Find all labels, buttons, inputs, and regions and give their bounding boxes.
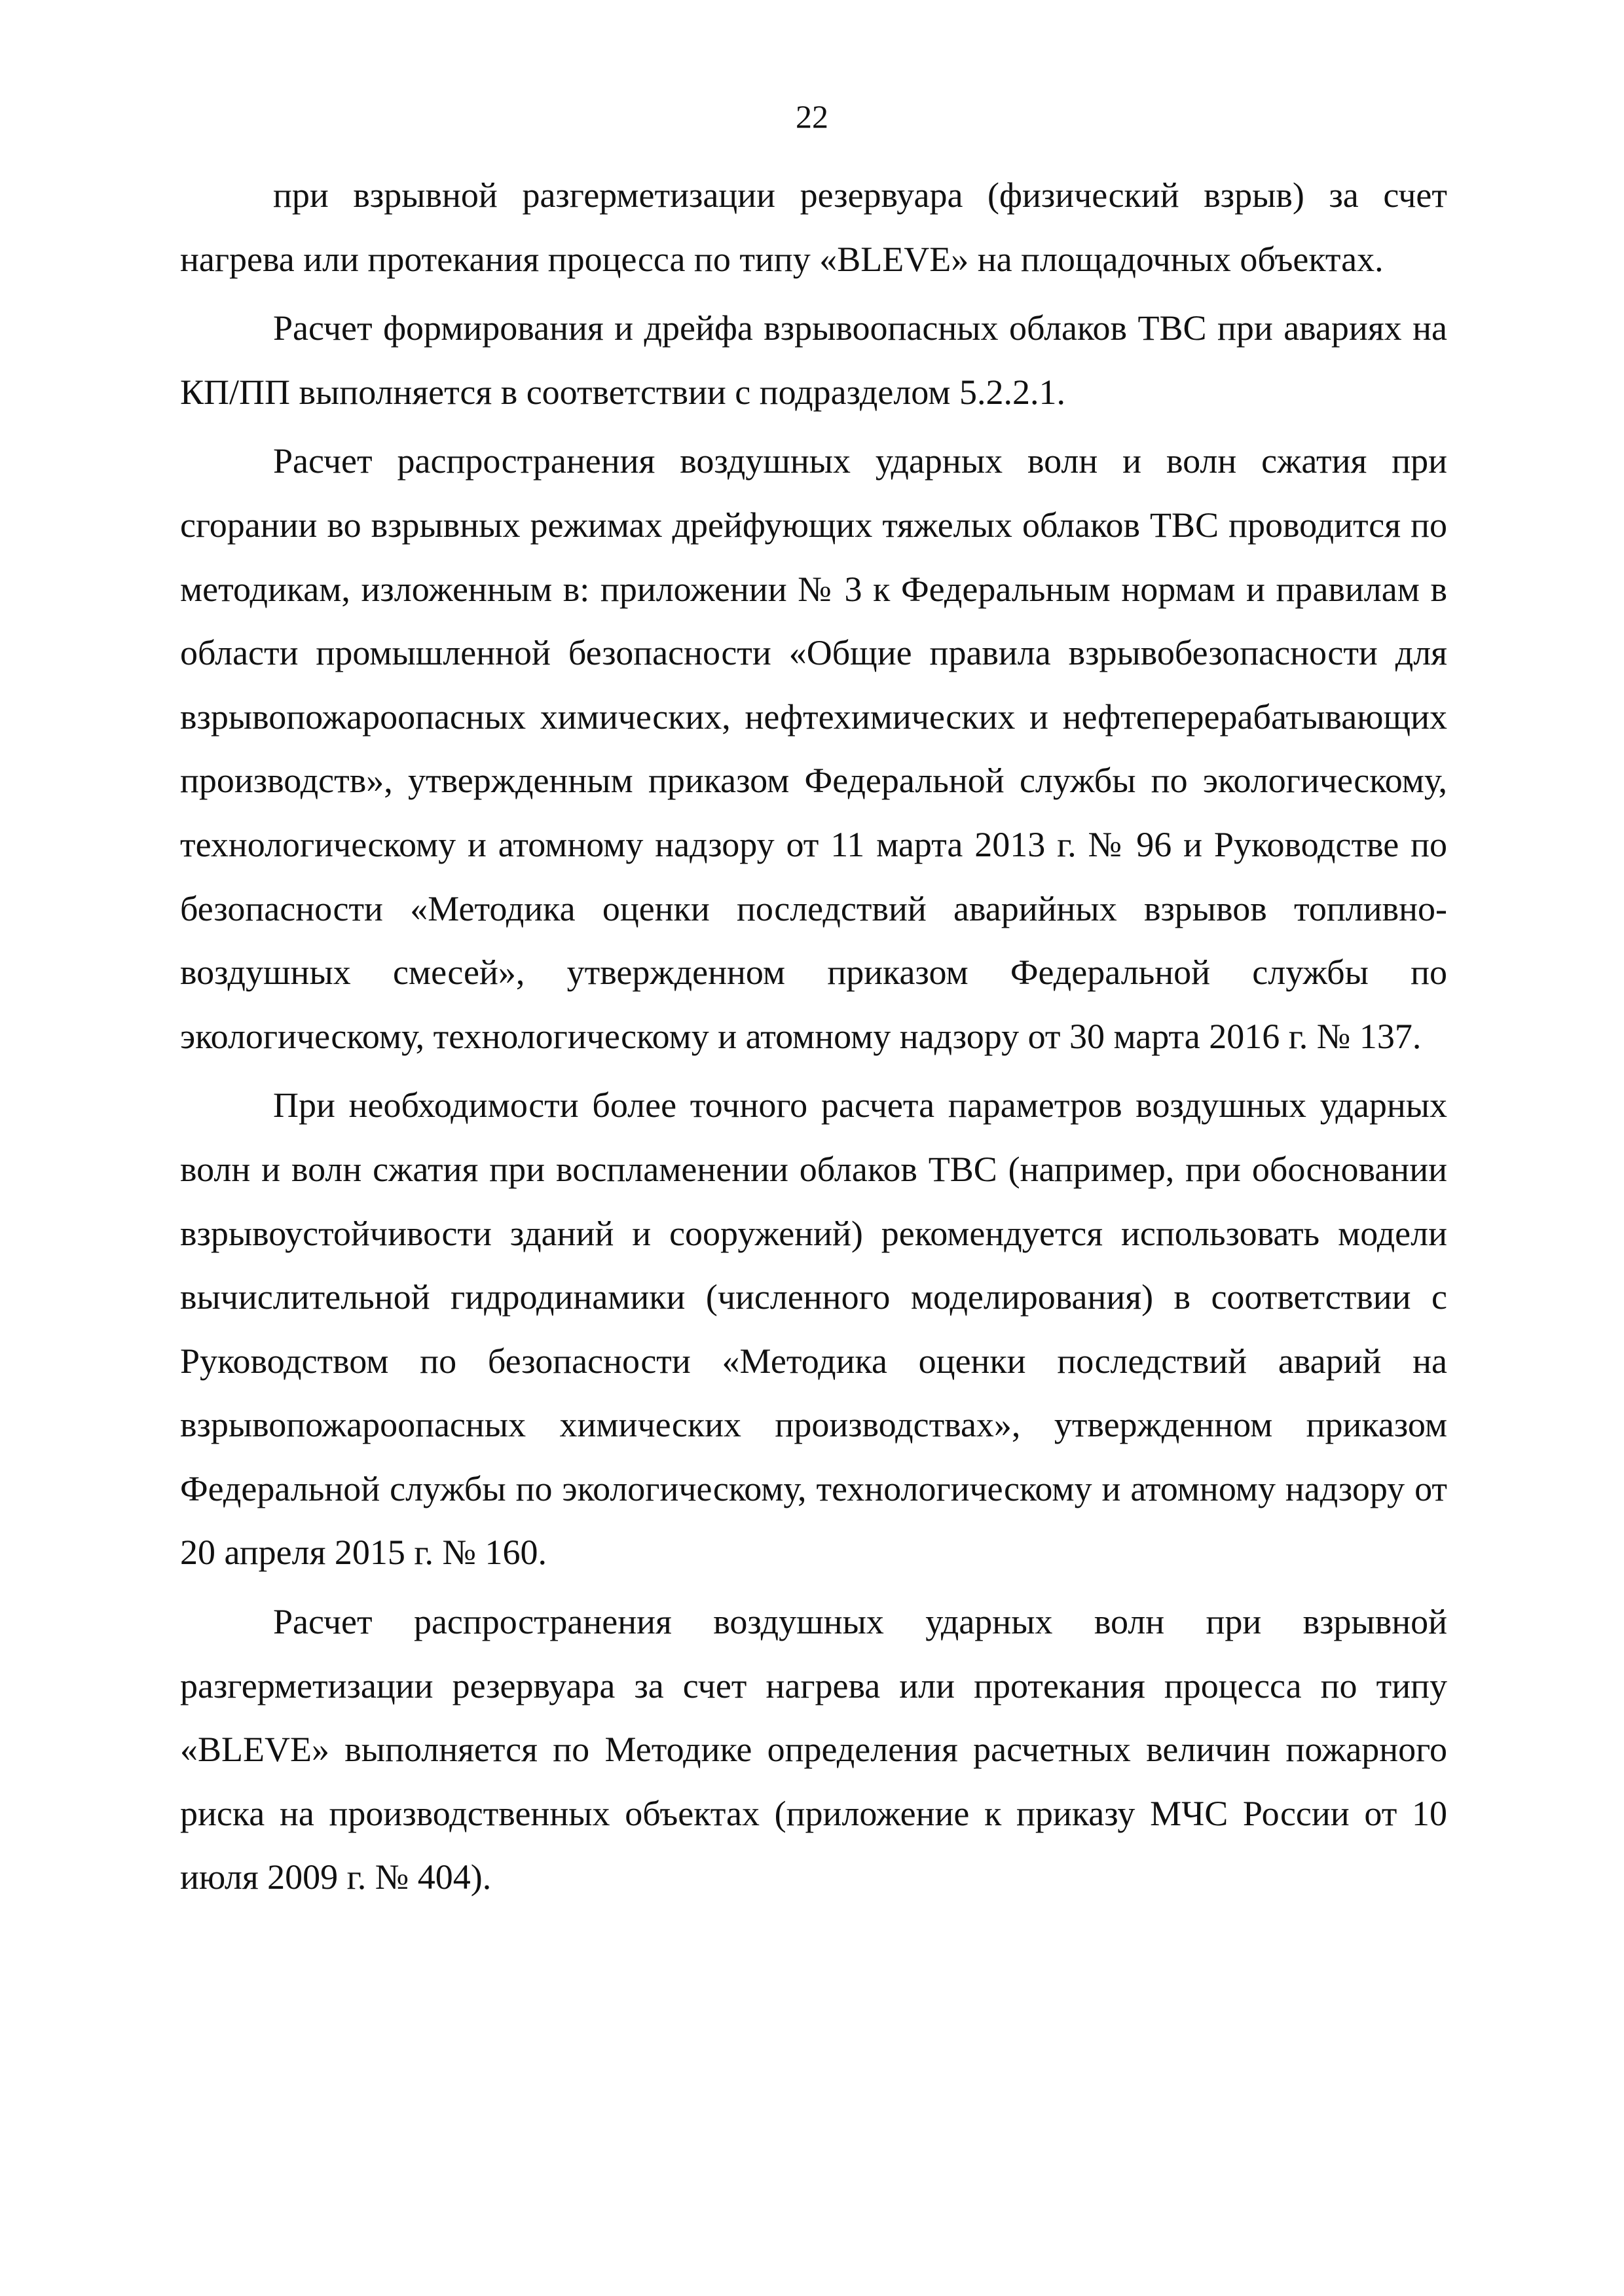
paragraph-continuation: при взрывной разгерметизации резервуара (физический взрыв) за счет нагрева или протекания процесса по типу «BLEVE» на площадочных объектах. xyxy=(180,175,1447,279)
paragraph-cloud-drift: Расчет формирования и дрейфа взрывоопасных облаков ТВС при авариях на КП/ПП выполняется в соответствии с подразделом 5.2.2.1. xyxy=(180,308,1447,412)
paragraph-cfd-modeling: При необходимости более точного расчета параметров воздушных ударных волн и волн сжатия при воспламенении облаков ТВС (например, при обосновании взрывоустойчивости зданий и сооружений) рекомендуется использовать модели вычислительной гидродинамики (численного моделирования) в соответствии с Руководством по безопасности «Методика оценки последствий аварий на взрывопожароопасных химических производствах», утвержденном приказом Федеральной службы по экологическому, технологическому и атомному надзору от 20 апреля 2015 г. № 160. xyxy=(180,1085,1447,1573)
page-number: 22 xyxy=(796,98,828,135)
paragraph-bleve: Расчет распространения воздушных ударных волн при взрывной разгерметизации резервуара за счет нагрева или протекания процесса по типу «BLEVE» выполняется по Методике определения расчетных величин пожарного риска на производственных объектах (приложение к приказу МЧС России от 10 июля 2009 г. № 404). xyxy=(180,1602,1447,1897)
paragraph-shock-waves-methods: Расчет распространения воздушных ударных волн и волн сжатия при сгорании во взрывных режимах дрейфующих тяжелых облаков ТВС проводится по методикам, изложенным в: приложении № 3 к Федеральным нормам и правилам в области промышленной безопасности «Общие правила взрывобезопасности для взрывопожароопасных химических, нефтехимических и нефтеперерабатывающих производств», утвержденным приказом Федеральной службы по экологическому, технологическому и атомному надзору от 11 марта 2013 г. № 96 и Руководстве по безопасности «Методика оценки последствий аварийных взрывов топливно-воздушных смесей», утвержденном приказом Федеральной службы по экологическому, технологическому и атомному надзору от 30 марта 2016 г. № 137. xyxy=(180,441,1447,1056)
body-text xyxy=(180,164,1447,1910)
